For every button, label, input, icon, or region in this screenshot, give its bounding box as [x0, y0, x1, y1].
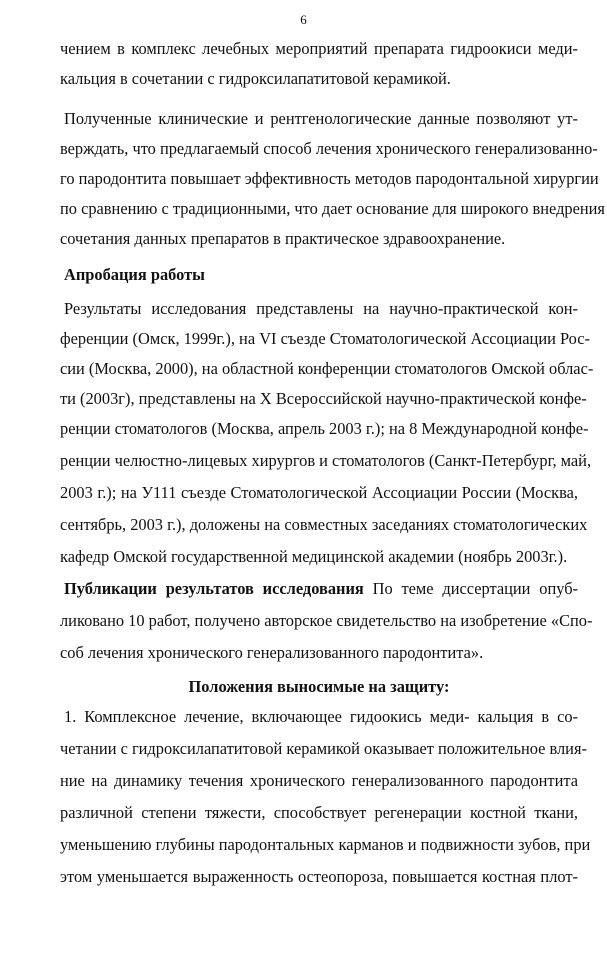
paragraph-line: кальция в сочетании с гидроксилапатитовой керамикой.: [60, 69, 451, 88]
paragraph-line: ти (2003г), представлены на X Всероссийской научно-практической конфе-: [60, 389, 587, 408]
paragraph-line: го пародонтита повышает эффективность методов пародонтальной хирургии: [60, 169, 599, 188]
publications-first-line: [64, 578, 578, 600]
page-number: 6: [300, 12, 307, 27]
paragraph-line: ференции (Омск, 1999г.), на VI съезде Стоматологической Ассоциации Рос-: [60, 329, 591, 348]
paragraph-line: 1. Комплексное лечение, включающее гидоокись меди- кальция в со-: [64, 707, 578, 726]
paragraph-line: этом уменьшается выраженность остеопороза, повышается костная плот-: [60, 867, 578, 886]
paragraph-line: Результаты исследования представлены на научно-практической кон-: [64, 299, 578, 318]
section-heading-publications: Публикации результатов исследования: [64, 579, 364, 598]
paragraph-line: соб лечения хронического генерализованного пародонтита».: [60, 643, 484, 662]
paragraph-line: сентябрь, 2003 г.), доложены на совместных заседаниях стоматологических: [60, 515, 588, 534]
paragraph-line: ликовано 10 работ, получено авторское свидетельство на изобретение «Спо-: [60, 611, 593, 630]
paragraph-line: Полученные клинические и рентгенологические данные позволяют ут-: [64, 109, 578, 128]
paragraph-line: ренции стоматологов (Москва, апрель 2003 г.); на 8 Международной конфе-: [60, 419, 589, 438]
paragraph-line: сии (Москва, 2000), на областной конференции стоматологов Омской облас-: [60, 359, 594, 378]
section-heading-approbation: Апробация работы: [64, 265, 205, 284]
paragraph-line: по сравнению с традиционными, что дает основание для широкого внедрения: [60, 199, 605, 218]
paragraph-line: кафедр Омской государственной медицинской академии (ноябрь 2003г.).: [60, 547, 568, 566]
paragraph-line: 2003 г.); на У111 съезде Стоматологической Ассоциации России (Москва,: [60, 483, 578, 502]
publications-first-line-text: По теме диссертации опуб-: [363, 579, 578, 598]
section-heading-defense: Положения выносимые на защиту:: [188, 677, 450, 696]
paragraph-line: различной степени тяжести, способствует регенерации костной ткани,: [60, 803, 578, 822]
paragraph-line: четании с гидроксилапатитовой керамикой оказывает положительное влия-: [60, 739, 587, 758]
paragraph-line: уменьшению глубины пародонтальных карманов и подвижности зубов, при: [60, 835, 591, 854]
paragraph-line: сочетания данных препаратов в практическое здравоохранение.: [60, 229, 506, 248]
paragraph-line: верждать, что предлагаемый способ лечения хронического генерализованно-: [60, 139, 598, 158]
paragraph-line: ние на динамику течения хронического генерализованного пародонтита: [60, 771, 578, 790]
paragraph-line: ренции челюстно-лицевых хирургов и стоматологов (Санкт-Петербург, май,: [60, 451, 592, 470]
paragraph-line: чением в комплекс лечебных мероприятий препарата гидроокиси меди-: [60, 39, 578, 58]
